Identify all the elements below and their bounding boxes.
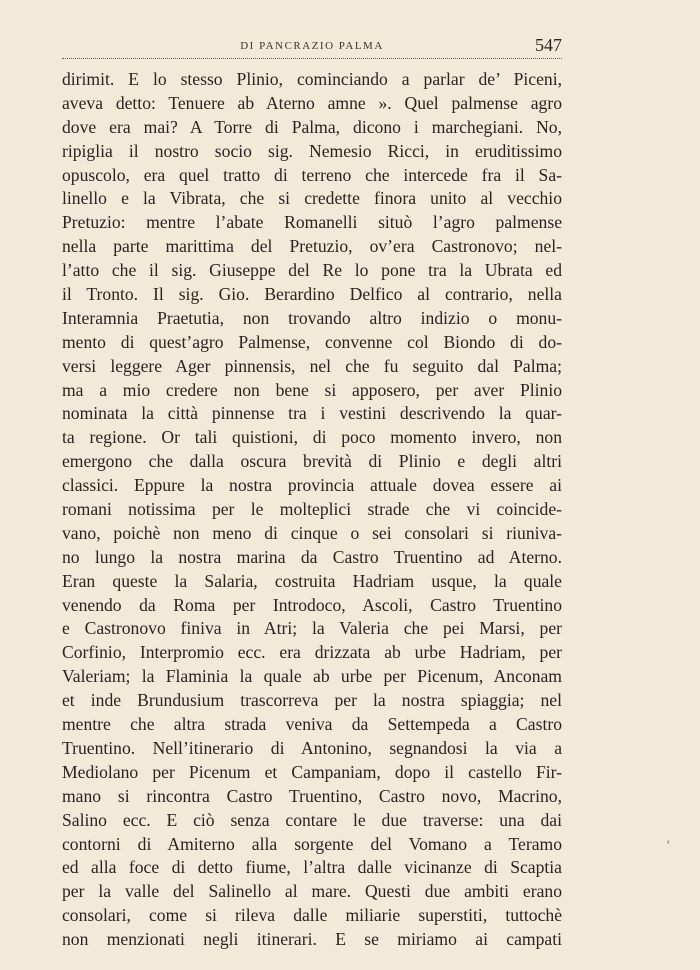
text-line-8: nella parte marittima del Pretuzio, ov’era Castronovo; nel- <box>62 236 562 257</box>
body-text <box>62 68 562 952</box>
text-line-33: contorni di Amiterno alla sorgente del Vomano a Teramo <box>62 833 562 854</box>
text-line-5: opuscolo, era quel tratto di terreno che intercede fra il Sa- <box>62 164 562 185</box>
text-line-7: Pretuzio: mentre l’abate Romanelli situò l’agro palmense <box>62 212 562 233</box>
text-line-23: venendo da Roma per Introdoco, Ascoli, Castro Truentino <box>62 594 562 615</box>
text-line-13: versi leggere Ager pinnensis, nel che fu seguito dal Palma; <box>62 355 562 376</box>
page-header <box>62 34 562 56</box>
text-line-34: ed alla foce di detto fiume, l’altra dalle vicinanze di Scaptia <box>62 857 562 878</box>
text-line-24: e Castronovo finiva in Atri; la Valeria che pei Marsi, per <box>62 618 562 639</box>
text-line-21: no lungo la nostra marina da Castro Truentino ad Aterno. <box>62 546 562 567</box>
text-line-9: l’atto che il sig. Giuseppe del Re lo pone tra la Ubrata ed <box>62 260 562 281</box>
text-line-35: per la valle del Salinello al mare. Questi due ambiti erano <box>62 881 562 902</box>
text-line-32: Salino ecc. E ciò senza contare le due traverse: una dai <box>62 809 562 830</box>
text-line-26: Valeriam; la Flaminia la quale ab urbe per Picenum, Anconam <box>62 666 562 687</box>
text-line-17: emergono che dalla oscura brevità di Plinio e degli altri <box>62 451 562 472</box>
text-line-12: mento di quest’agro Palmense, convenne col Biondo di do- <box>62 331 562 352</box>
running-title: DI PANCRAZIO PALMA <box>240 40 384 52</box>
text-line-6: linello e la Vibrata, che si credette finora unito al vecchio <box>62 188 562 209</box>
page-number: 547 <box>535 35 562 55</box>
text-line-4: ripiglia il nostro socio sig. Nemesio Ricci, in eruditissimo <box>62 140 562 161</box>
text-line-25: Corfinio, Interpromio ecc. era drizzata ab urbe Hadriam, per <box>62 642 562 663</box>
text-line-18: classici. Eppure la nostra provincia attuale dovea essere ai <box>62 475 562 496</box>
text-line-16: ta regione. Or tali quistioni, di poco momento invero, non <box>62 427 562 448</box>
text-line-2: aveva detto: Tenuere ab Aterno amne ». Quel palmense agro <box>62 92 562 113</box>
text-line-27: et inde Brundusium trascorreva per la nostra spiaggia; nel <box>62 690 562 711</box>
text-line-14: ma a mio credere non bene si apposero, per aver Plinio <box>62 379 562 400</box>
text-line-19: romani notissima per le molteplici strade che vi coincide- <box>62 499 562 520</box>
text-line-1: dirimit. E lo stesso Plinio, cominciando a parlar de’ Piceni, <box>62 69 562 89</box>
text-line-3: dove era mai? A Torre di Palma, dicono i marchegiani. No, <box>62 116 562 137</box>
text-line-29: Truentino. Nell’itinerario di Antonino, segnandosi la via a <box>62 737 562 758</box>
text-line-10: il Tronto. Il sig. Gio. Berardino Delfico al contrario, nella <box>62 284 562 305</box>
text-line-28: mentre che altra strada veniva da Settempeda a Castro <box>62 714 562 735</box>
text-line-36: consolari, come si rileva dalle miliarie superstiti, tuttochè <box>62 905 562 926</box>
text-line-11: Interamnia Praetutia, non trovando altro indizio o monu- <box>62 307 562 328</box>
text-line-30: Mediolano per Picenum et Campaniam, dopo il castello Fir- <box>62 761 562 782</box>
text-line-31: mano si rincontra Castro Truentino, Castro novo, Macrino, <box>62 785 562 806</box>
text-line-22: Eran queste la Salaria, costruita Hadriam usque, la quale <box>62 570 562 591</box>
text-line-20: vano, poichè non meno di cinque o sei consolari si riuniva- <box>62 522 562 543</box>
text-line-37: non menzionati negli itinerari. E se miriamo ai campati <box>62 929 562 950</box>
header-dotted-rule <box>62 58 562 59</box>
text-line-15: nominata la città pinnense tra i vestini descrivendo la quar- <box>62 403 562 424</box>
margin-mark: ʻ <box>666 838 671 853</box>
